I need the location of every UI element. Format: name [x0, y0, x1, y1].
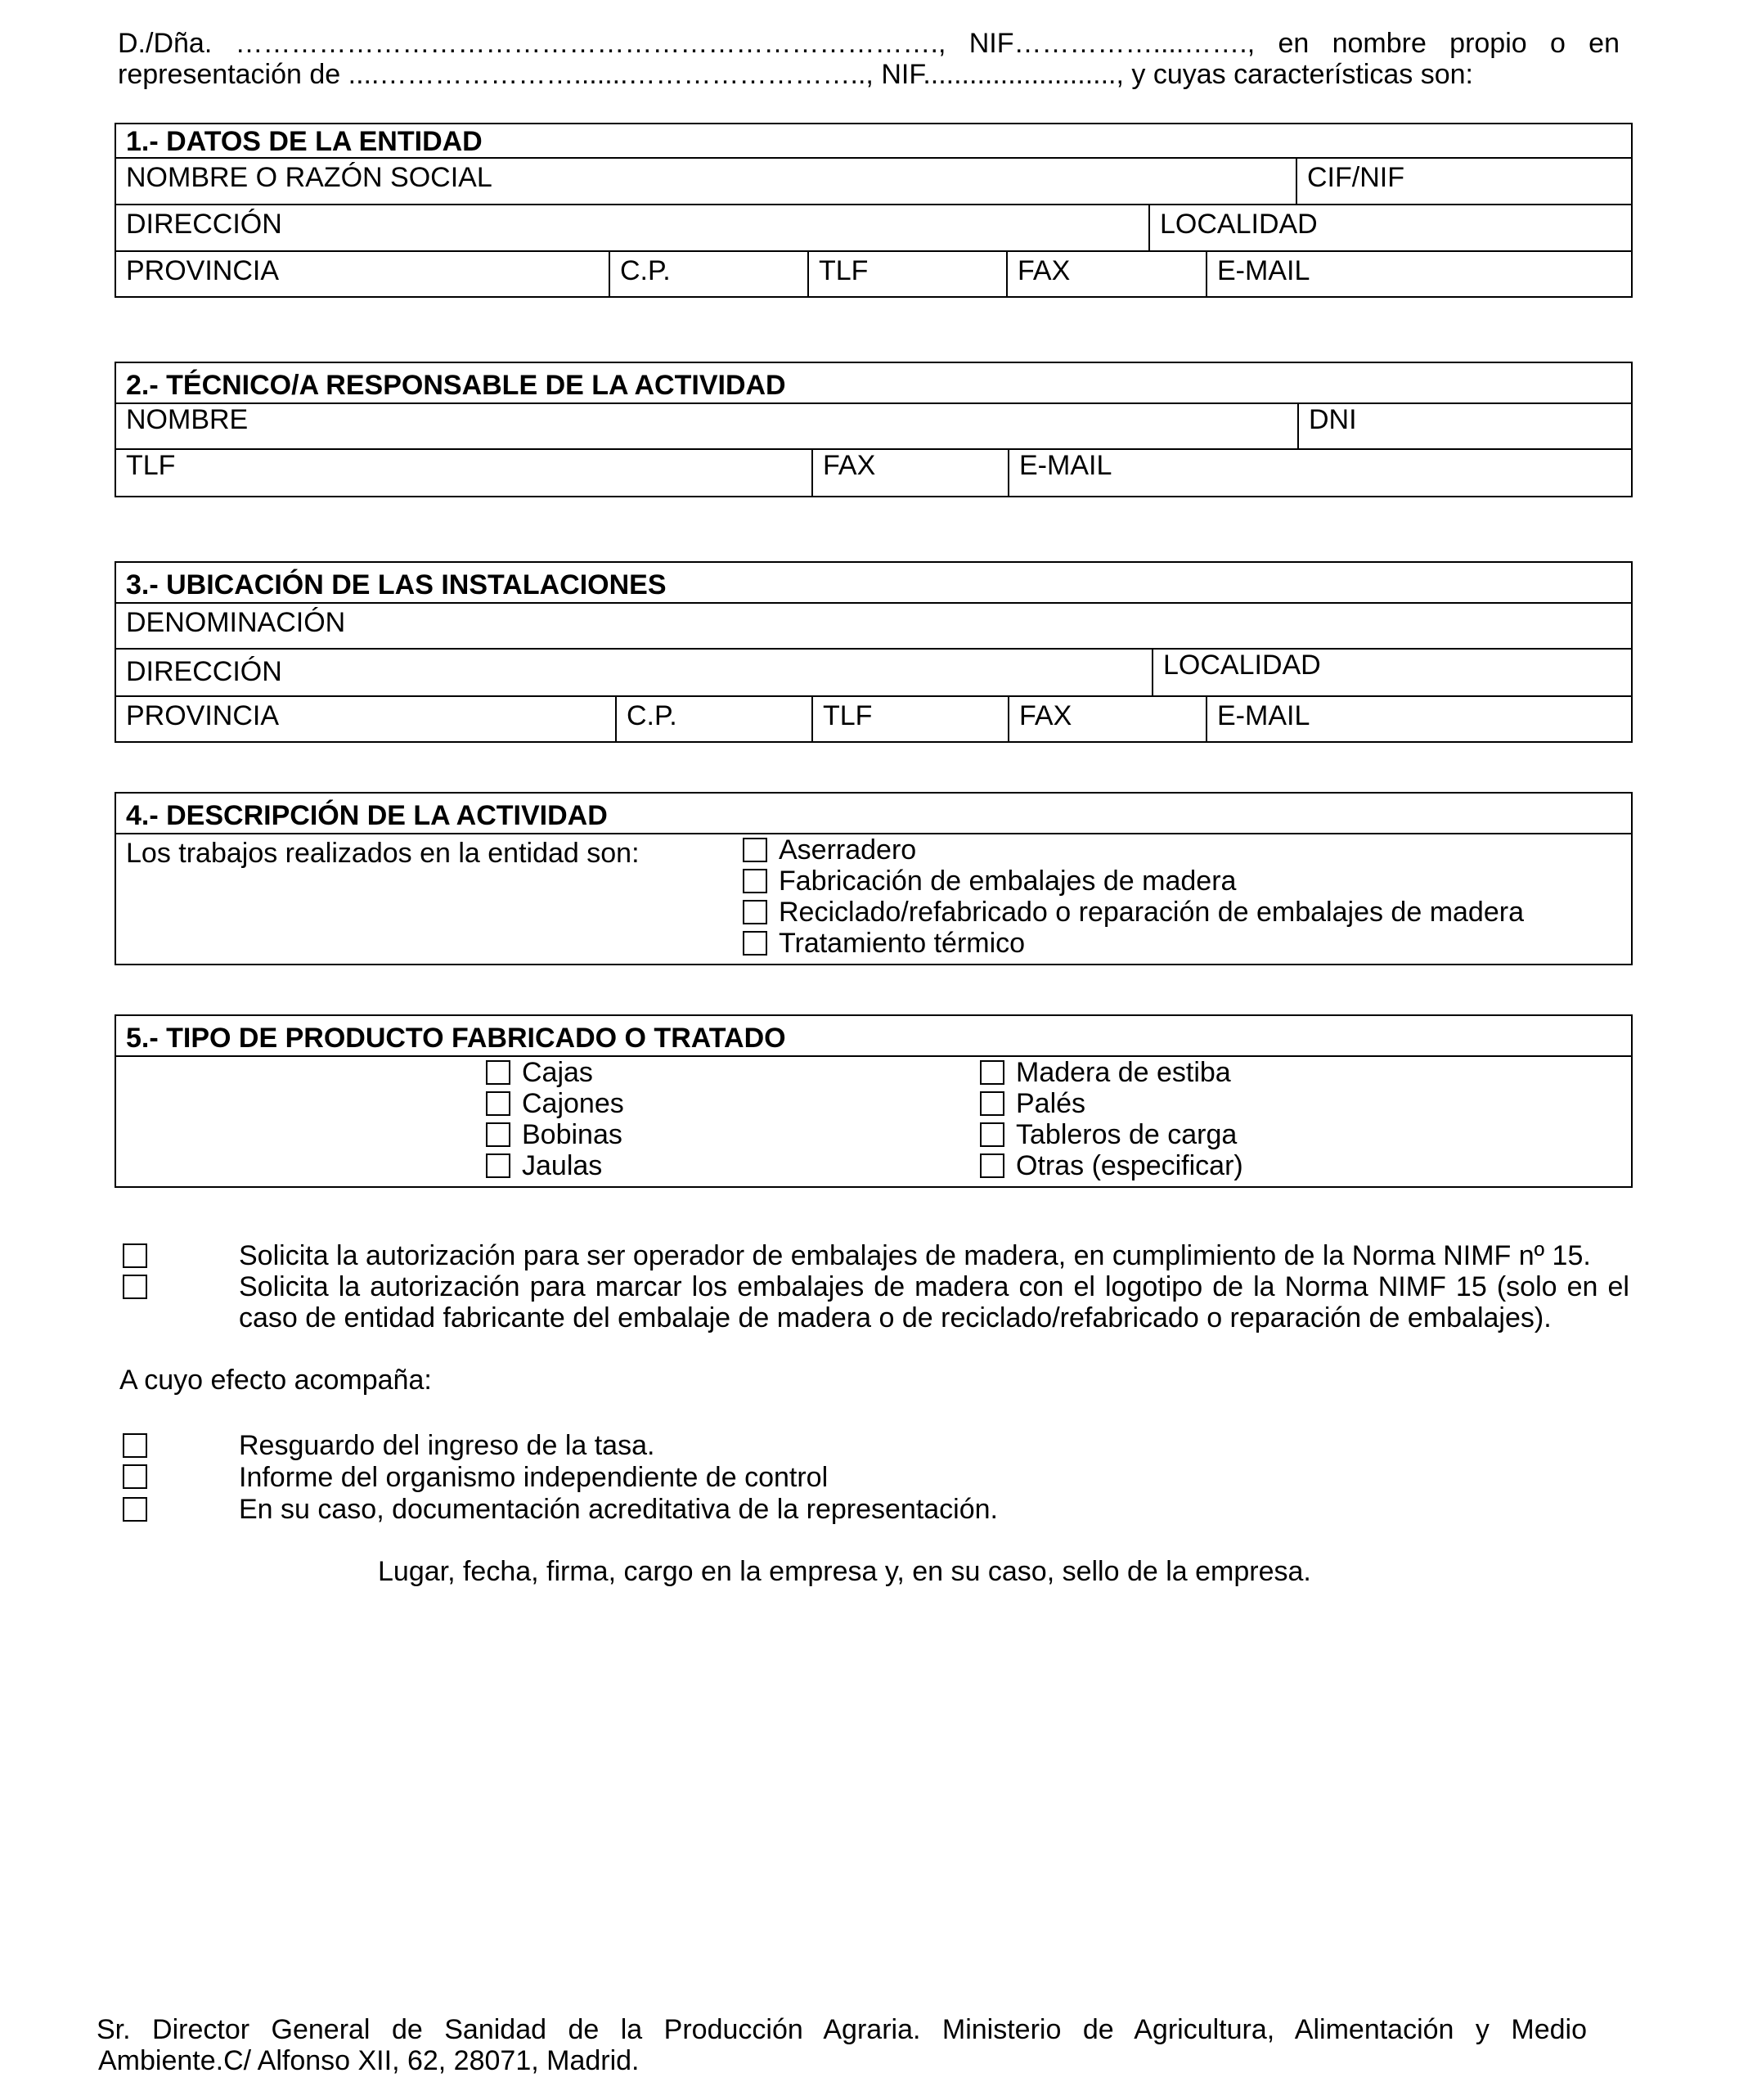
location-province-field[interactable]: PROVINCIA: [126, 700, 280, 731]
product-option[interactable]: [980, 1088, 1243, 1119]
location-email-field[interactable]: E-MAIL: [1206, 697, 1631, 741]
footer-line-1: Sr. Director General de Sanidad de la Producción Agraria. Ministerio de Agricultura, Alimentación y Medio: [97, 2014, 1587, 2045]
activity-label: Los trabajos realizados en la entidad son:: [126, 838, 640, 869]
technician-dni-field[interactable]: DNI: [1297, 404, 1631, 448]
signature-instructions: Lugar, fecha, firma, cargo en la empresa y, en su caso, sello de la empresa.: [378, 1556, 1311, 1587]
product-option-label: Cajones: [522, 1088, 624, 1119]
checkbox-icon[interactable]: [743, 900, 767, 924]
activity-option-label: Reciclado/refabricado o reparación de embalajes de madera: [779, 897, 1524, 928]
attachment-representation-text: En su caso, documentación acreditativa de la representación.: [239, 1494, 998, 1525]
activity-option[interactable]: [743, 866, 1524, 897]
product-option-label: Madera de estiba: [1016, 1057, 1231, 1088]
product-option-label: Otras (especificar): [1016, 1150, 1243, 1181]
entity-address-field[interactable]: DIRECCIÓN: [126, 209, 282, 240]
activity-option-label: Fabricación de embalajes de madera: [779, 866, 1237, 897]
attachment-fee-checkbox[interactable]: [123, 1433, 147, 1458]
entity-locality-field[interactable]: LOCALIDAD: [1148, 205, 1631, 250]
location-fax-field[interactable]: FAX: [1008, 697, 1206, 741]
activity-option-label: Aserradero: [779, 834, 917, 866]
location-address-field[interactable]: DIRECCIÓN: [126, 656, 282, 687]
section-location-title: 3.- UBICACIÓN DE LAS INSTALACIONES: [126, 569, 667, 600]
checkbox-icon[interactable]: [980, 1060, 1004, 1085]
checkbox-icon[interactable]: [980, 1091, 1004, 1116]
request-operator-text: Solicita la autorización para ser operador de embalajes de madera, en cumplimiento de la Norma NIMF nº 15.: [239, 1240, 1591, 1271]
checkbox-icon[interactable]: [743, 869, 767, 893]
entity-province-field[interactable]: PROVINCIA: [126, 255, 280, 286]
location-denomination-field[interactable]: DENOMINACIÓN: [126, 607, 346, 638]
activity-option[interactable]: [743, 928, 1524, 959]
intro-line-1: D./Dña. …………………………………………………………………., NIF……………....……., en nombre propio o en: [118, 28, 1620, 59]
entity-email-field[interactable]: E-MAIL: [1206, 252, 1631, 296]
section-product-type: [115, 1014, 1633, 1188]
location-locality-field[interactable]: LOCALIDAD: [1152, 650, 1631, 695]
section-entity: [115, 123, 1633, 298]
product-option-label: Tableros de carga: [1016, 1119, 1238, 1150]
product-column-2: [980, 1057, 1243, 1181]
checkbox-icon[interactable]: [743, 838, 767, 862]
attachments-label: A cuyo efecto acompaña:: [119, 1365, 432, 1396]
product-option[interactable]: [486, 1150, 624, 1181]
entity-cp-field[interactable]: C.P.: [609, 252, 807, 296]
checkbox-icon[interactable]: [486, 1122, 510, 1147]
product-option-label: Bobinas: [522, 1119, 622, 1150]
activity-option[interactable]: [743, 897, 1524, 928]
section-technician: [115, 362, 1633, 497]
checkbox-icon[interactable]: [980, 1122, 1004, 1147]
checkbox-icon[interactable]: [486, 1153, 510, 1178]
technician-name-field[interactable]: NOMBRE: [126, 404, 249, 435]
product-option[interactable]: [980, 1150, 1243, 1181]
product-option-label: Palés: [1016, 1088, 1086, 1119]
product-option[interactable]: [980, 1057, 1243, 1088]
section-location: [115, 561, 1633, 743]
product-column-1: [486, 1057, 624, 1181]
intro-line-2: representación de ....………………….......…………………….., NIF........................., y cuyas características son:: [118, 59, 1473, 90]
checkbox-icon[interactable]: [486, 1091, 510, 1116]
section-activity: [115, 792, 1633, 965]
footer-line-2: Ambiente.C/ Alfonso XII, 62, 28071, Madrid.: [98, 2045, 640, 2076]
entity-name-field[interactable]: NOMBRE O RAZÓN SOCIAL: [126, 162, 492, 193]
section-product-type-title: 5.- TIPO DE PRODUCTO FABRICADO O TRATADO: [126, 1023, 786, 1054]
location-cp-field[interactable]: C.P.: [615, 697, 811, 741]
checkbox-icon[interactable]: [743, 931, 767, 956]
attachment-report-text: Informe del organismo independiente de control: [239, 1462, 829, 1493]
attachment-report-checkbox[interactable]: [123, 1464, 147, 1489]
product-option-label: Jaulas: [522, 1150, 603, 1181]
entity-fax-field[interactable]: FAX: [1006, 252, 1206, 296]
request-marking-text: Solicita la autorización para marcar los embalajes de madera con el logotipo de la Norma NIMF 15 (solo en el caso de entidad fabricante del embalaje de madera o de reciclado/refabricado o reparación de embalajes).: [239, 1271, 1629, 1333]
product-option[interactable]: [980, 1119, 1243, 1150]
checkbox-icon[interactable]: [980, 1153, 1004, 1178]
request-marking-checkbox[interactable]: [123, 1275, 147, 1299]
attachment-representation-checkbox[interactable]: [123, 1497, 147, 1522]
activity-option-label: Tratamiento térmico: [779, 928, 1026, 959]
entity-phone-field[interactable]: TLF: [807, 252, 1006, 296]
location-phone-field[interactable]: TLF: [811, 697, 1008, 741]
entity-cif-field[interactable]: CIF/NIF: [1296, 159, 1631, 204]
section-technician-title: 2.- TÉCNICO/A RESPONSABLE DE LA ACTIVIDAD: [126, 370, 786, 401]
product-option[interactable]: [486, 1119, 624, 1150]
checkbox-icon[interactable]: [486, 1060, 510, 1085]
request-operator-checkbox[interactable]: [123, 1243, 147, 1268]
section-activity-title: 4.- DESCRIPCIÓN DE LA ACTIVIDAD: [126, 800, 608, 831]
product-option[interactable]: [486, 1088, 624, 1119]
technician-fax-field[interactable]: FAX: [811, 450, 1008, 496]
technician-email-field[interactable]: E-MAIL: [1008, 450, 1631, 496]
section-entity-title: 1.- DATOS DE LA ENTIDAD: [126, 126, 483, 157]
product-option[interactable]: [486, 1057, 624, 1088]
attachment-fee-text: Resguardo del ingreso de la tasa.: [239, 1430, 655, 1461]
product-option-label: Cajas: [522, 1057, 593, 1088]
activity-option[interactable]: [743, 834, 1524, 866]
activity-options: [743, 834, 1524, 959]
technician-phone-field[interactable]: TLF: [126, 450, 176, 481]
